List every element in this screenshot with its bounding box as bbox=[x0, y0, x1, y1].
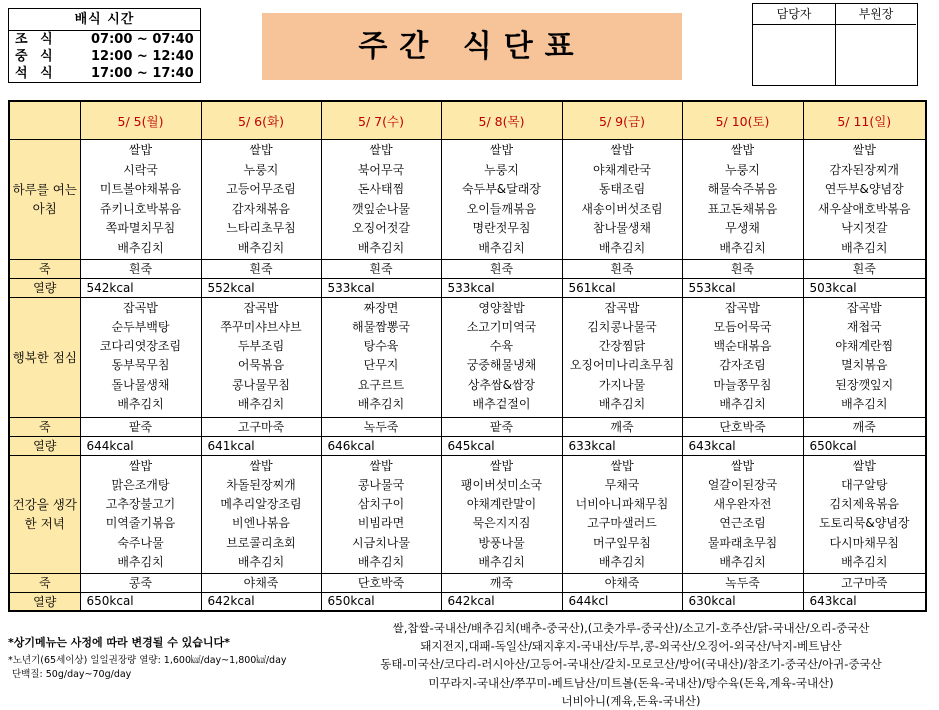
menu-item: 배추김치 bbox=[598, 555, 646, 570]
day-header-row bbox=[9, 101, 926, 140]
menu-cell bbox=[682, 455, 803, 573]
menu-cell bbox=[803, 140, 926, 260]
menu-item: 브로콜리초회 bbox=[226, 535, 296, 550]
calorie-cell: 503kcal bbox=[803, 278, 926, 297]
menu-item: 새우살애호박볶음 bbox=[817, 201, 911, 216]
porridge-label: 죽 bbox=[9, 417, 80, 436]
meal-label-lunch: 행복한 점심 bbox=[9, 297, 80, 417]
approval-label: 부원장 bbox=[836, 4, 916, 25]
menu-item: 두부조림 bbox=[237, 339, 285, 354]
porridge-cell: 깨죽 bbox=[803, 417, 926, 436]
calorie-cell: 650kcal bbox=[803, 436, 926, 455]
porridge-cell: 야채죽 bbox=[201, 573, 321, 592]
menu-item: 배추김치 bbox=[841, 555, 888, 570]
menu-cell bbox=[682, 297, 803, 417]
menu-item: 북어무국 bbox=[357, 162, 405, 177]
menu-item: 배추김치 bbox=[237, 240, 285, 255]
porridge-cell: 흰죽 bbox=[441, 259, 562, 278]
menu-item: 단무지 bbox=[363, 358, 399, 373]
menu-item: 감자된장찌개 bbox=[829, 162, 900, 177]
menu-item: 배추김치 bbox=[357, 240, 405, 255]
menu-item: 대구알탕 bbox=[841, 477, 888, 492]
menu-item: 야채계란국 bbox=[593, 162, 651, 177]
serving-time-box bbox=[8, 8, 201, 83]
porridge-label: 죽 bbox=[9, 573, 80, 592]
approval-cell-vice-director bbox=[836, 4, 916, 85]
menu-item: 명란젓무침 bbox=[472, 221, 531, 236]
calorie-cell: 533kcal bbox=[441, 278, 562, 297]
approval-box bbox=[752, 3, 918, 86]
menu-cell bbox=[80, 297, 201, 417]
porridge-cell: 야채죽 bbox=[562, 573, 682, 592]
approval-cell-manager bbox=[753, 4, 836, 85]
calorie-cell: 633kcal bbox=[562, 436, 682, 455]
porridge-cell: 깨죽 bbox=[441, 573, 562, 592]
menu-item: 배추김치 bbox=[719, 555, 766, 570]
menu-item: 비빔라면 bbox=[357, 516, 405, 531]
calorie-cell: 643kcal bbox=[803, 592, 926, 611]
menu-item: 고등어무조림 bbox=[226, 182, 296, 197]
menu-item: 동부묵무침 bbox=[111, 358, 170, 373]
calorie-cell: 645kcal bbox=[441, 436, 562, 455]
menu-cell bbox=[321, 297, 441, 417]
menu-item: 잡곡밥 bbox=[846, 300, 882, 315]
porridge-cell: 단호박죽 bbox=[321, 573, 441, 592]
menu-cell bbox=[321, 140, 441, 260]
menu-item: 묵은지지짐 bbox=[472, 516, 531, 531]
menu-item: 쌀밥 bbox=[610, 458, 634, 473]
menu-item: 쌀밥 bbox=[128, 143, 153, 157]
menu-item: 숙주나물 bbox=[117, 535, 164, 550]
porridge-row-breakfast bbox=[9, 259, 926, 278]
menu-item: 쌀밥 bbox=[730, 143, 755, 157]
menu-item: 쪽파멸치무침 bbox=[105, 221, 176, 236]
menu-item: 숙두부&달래장 bbox=[462, 182, 541, 197]
calorie-cell: 642kcal bbox=[441, 592, 562, 611]
serving-time: 17:00 ~ 17:40 bbox=[91, 66, 194, 81]
serving-label: 석 식 bbox=[15, 66, 57, 81]
menu-cell bbox=[201, 455, 321, 573]
menu-item: 연근조림 bbox=[719, 516, 766, 531]
serving-time: 07:00 ~ 07:40 bbox=[91, 32, 194, 47]
calorie-cell: 552kcal bbox=[201, 278, 321, 297]
menu-item: 오징어젓갈 bbox=[352, 221, 410, 236]
serving-row-breakfast bbox=[9, 31, 200, 48]
menu-item: 배추김치 bbox=[598, 240, 646, 255]
porridge-cell: 녹두죽 bbox=[682, 573, 803, 592]
menu-item: 메추리알장조림 bbox=[220, 497, 302, 512]
calorie-cell: 630kcal bbox=[682, 592, 803, 611]
porridge-cell: 흰죽 bbox=[321, 259, 441, 278]
menu-item: 감자채볶음 bbox=[232, 201, 290, 216]
serving-label: 조 식 bbox=[15, 32, 57, 47]
menu-item: 쌀밥 bbox=[852, 143, 876, 157]
menu-item: 백순대볶음 bbox=[713, 339, 772, 354]
menu-item: 김치제육볶음 bbox=[829, 497, 900, 512]
menu-item: 배추김치 bbox=[598, 397, 646, 412]
menu-cell bbox=[562, 140, 682, 260]
menu-item: 배추김치 bbox=[357, 397, 405, 412]
menu-cell bbox=[562, 297, 682, 417]
approval-label: 담당자 bbox=[753, 4, 835, 25]
porridge-cell: 흰죽 bbox=[803, 259, 926, 278]
origin-info bbox=[328, 619, 934, 710]
menu-item: 모듬어묵국 bbox=[713, 319, 772, 334]
calorie-cell: 644kcl bbox=[562, 592, 682, 611]
menu-cell bbox=[803, 455, 926, 573]
menu-item: 깻잎순나물 bbox=[352, 201, 410, 216]
menu-item: 잡곡밥 bbox=[123, 300, 158, 315]
menu-item: 방풍나물 bbox=[478, 535, 525, 550]
menu-item: 영양찰밥 bbox=[478, 300, 525, 315]
meal-row-lunch bbox=[9, 297, 926, 417]
menu-item: 시금치나물 bbox=[352, 535, 410, 550]
menu-item: 쌀밥 bbox=[852, 458, 876, 473]
calorie-label: 열량 bbox=[9, 278, 80, 297]
menu-item: 너비아니파채무침 bbox=[575, 497, 669, 512]
menu-item: 쌀밥 bbox=[249, 458, 273, 473]
serving-row-dinner bbox=[9, 65, 200, 82]
menu-item: 무생채 bbox=[725, 221, 760, 236]
serving-time-header: 배식 시간 bbox=[9, 9, 200, 31]
menu-item: 도토리묵&양념장 bbox=[818, 516, 910, 531]
menu-item: 어묵볶음 bbox=[237, 358, 285, 373]
menu-item: 미트볼야채볶음 bbox=[99, 182, 182, 197]
menu-item: 삼치구이 bbox=[357, 497, 405, 512]
menu-cell bbox=[321, 455, 441, 573]
calorie-cell: 643kcal bbox=[682, 436, 803, 455]
menu-item: 탕수육 bbox=[363, 339, 399, 354]
porridge-cell: 흰죽 bbox=[80, 259, 201, 278]
porridge-cell: 고구마죽 bbox=[201, 417, 321, 436]
menu-item: 물파래초무침 bbox=[707, 535, 778, 550]
menu-item: 야채계란찜 bbox=[835, 339, 894, 354]
day-header: 5/ 7(수) bbox=[321, 101, 441, 140]
calorie-row-breakfast bbox=[9, 278, 926, 297]
menu-item: 돈사태찜 bbox=[357, 182, 405, 197]
menu-item: 요구르트 bbox=[357, 377, 405, 392]
menu-item: 고추장불고기 bbox=[105, 497, 176, 512]
menu-item: 콩나물무침 bbox=[232, 377, 290, 392]
porridge-cell: 팥죽 bbox=[441, 417, 562, 436]
menu-item: 팽이버섯미소국 bbox=[460, 477, 543, 492]
menu-item: 쌀밥 bbox=[369, 143, 393, 157]
menu-item: 잡곡밥 bbox=[604, 300, 640, 315]
calorie-cell: 533kcal bbox=[321, 278, 441, 297]
porridge-row-dinner bbox=[9, 573, 926, 592]
menu-item: 쌀밥 bbox=[730, 458, 755, 473]
porridge-row-lunch bbox=[9, 417, 926, 436]
menu-item: 배추김치 bbox=[719, 240, 766, 255]
menu-item: 쌀밥 bbox=[610, 143, 634, 157]
menu-item: 돌나물생채 bbox=[111, 377, 170, 392]
menu-item: 쥬키니호박볶음 bbox=[99, 201, 182, 216]
menu-item: 된장깻잎지 bbox=[835, 377, 894, 392]
day-header: 5/ 11(일) bbox=[803, 101, 926, 140]
menu-item: 참나물생채 bbox=[593, 221, 651, 236]
menu-item: 상추쌈&쌈장 bbox=[467, 377, 536, 392]
calorie-label: 열량 bbox=[9, 436, 80, 455]
calorie-row-dinner bbox=[9, 592, 926, 611]
menu-item: 배추김치 bbox=[841, 240, 888, 255]
porridge-cell: 콩죽 bbox=[80, 573, 201, 592]
meal-row-breakfast bbox=[9, 140, 926, 260]
menu-item: 배추김치 bbox=[237, 397, 285, 412]
calorie-row-lunch bbox=[9, 436, 926, 455]
menu-item: 코다리엿장조림 bbox=[99, 339, 182, 354]
menu-item: 연두부&양념장 bbox=[824, 182, 904, 197]
day-header: 5/ 5(월) bbox=[80, 101, 201, 140]
menu-cell bbox=[201, 297, 321, 417]
menu-cell bbox=[441, 140, 562, 260]
origin-line: 미꾸라지-국내산/쭈꾸미-베트남산/미트볼(돈육-국내산)/탕수육(돈육,계육-국내산) bbox=[428, 675, 834, 690]
page-title: 주간 식단표 bbox=[262, 13, 682, 80]
menu-item: 수육 bbox=[489, 339, 514, 354]
menu-item: 배추김치 bbox=[117, 397, 164, 412]
menu-item: 미역줄기볶음 bbox=[105, 516, 176, 531]
menu-item: 배추김치 bbox=[237, 555, 285, 570]
menu-item: 배추김치 bbox=[357, 555, 405, 570]
menu-cell bbox=[201, 140, 321, 260]
menu-cell bbox=[80, 455, 201, 573]
menu-item: 누룽지 bbox=[725, 162, 760, 177]
porridge-cell: 팥죽 bbox=[80, 417, 201, 436]
menu-item: 얼갈이된장국 bbox=[707, 477, 778, 492]
porridge-cell: 깨죽 bbox=[562, 417, 682, 436]
menu-item: 콩나물국 bbox=[357, 477, 405, 492]
meal-row-dinner bbox=[9, 455, 926, 573]
meal-label-breakfast: 하루를 여는 아침 bbox=[9, 140, 80, 260]
menu-item: 시락국 bbox=[123, 162, 158, 177]
calorie-cell: 542kcal bbox=[80, 278, 201, 297]
menu-item: 다시마채무침 bbox=[829, 535, 900, 550]
menu-item: 소고기미역국 bbox=[466, 319, 537, 334]
menu-item: 느타리초무침 bbox=[226, 221, 296, 236]
calorie-cell: 641kcal bbox=[201, 436, 321, 455]
menu-item: 야채계란말이 bbox=[466, 497, 537, 512]
menu-cell bbox=[562, 455, 682, 573]
menu-item: 순두부백탕 bbox=[111, 319, 170, 334]
day-header: 5/ 9(금) bbox=[562, 101, 682, 140]
day-header: 5/ 6(화) bbox=[201, 101, 321, 140]
origin-line: 돼지전지,대패-독일산/돼지후지-국내산/두부,콩-외국산/오징어-외국산/낙지-베트남산 bbox=[420, 639, 842, 654]
porridge-cell: 흰죽 bbox=[201, 259, 321, 278]
menu-item: 낙지젓갈 bbox=[841, 221, 888, 236]
menu-item: 무채국 bbox=[604, 477, 640, 492]
menu-item: 쌀밥 bbox=[489, 458, 514, 473]
menu-item: 재첩국 bbox=[846, 319, 882, 334]
menu-item: 배추겉절이 bbox=[472, 397, 531, 412]
menu-item: 감자조림 bbox=[719, 358, 766, 373]
corner-cell bbox=[9, 101, 80, 140]
porridge-label: 죽 bbox=[9, 259, 80, 278]
menu-item: 쌀밥 bbox=[128, 458, 153, 473]
origin-line: 쌀,찹쌀-국내산/배추김치(배추-중국산),(고춧가루-중국산)/소고기-호주산/닭-국내산/오리-중국산 bbox=[392, 621, 870, 635]
menu-item: 궁중해물냉채 bbox=[466, 358, 537, 373]
menu-cell bbox=[682, 140, 803, 260]
calorie-cell: 642kcal bbox=[201, 592, 321, 611]
day-header: 5/ 10(토) bbox=[682, 101, 803, 140]
menu-item: 잡곡밥 bbox=[243, 300, 279, 315]
menu-item: 배추김치 bbox=[117, 555, 164, 570]
menu-item: 쌀밥 bbox=[369, 458, 393, 473]
porridge-cell: 흰죽 bbox=[562, 259, 682, 278]
menu-item: 새송이버섯조림 bbox=[581, 201, 663, 216]
elderly-calorie-note: *노년기(65세이상) 일일권장량 열량: 1,600㎉/day~1,800㎉/day bbox=[8, 655, 287, 666]
menu-item: 비엔나볶음 bbox=[232, 516, 290, 531]
change-notice: *상기메뉴는 사정에 따라 변경될 수 있습니다* bbox=[8, 636, 230, 649]
menu-cell bbox=[441, 297, 562, 417]
menu-item: 표고돈채볶음 bbox=[707, 201, 778, 216]
menu-item: 가지나물 bbox=[598, 377, 646, 392]
calorie-cell: 553kcal bbox=[682, 278, 803, 297]
calorie-cell: 644kcal bbox=[80, 436, 201, 455]
serving-label: 중 식 bbox=[15, 49, 57, 64]
calorie-label: 열량 bbox=[9, 592, 80, 611]
porridge-cell: 단호박죽 bbox=[682, 417, 803, 436]
menu-item: 배추김치 bbox=[841, 397, 888, 412]
menu-item: 쌀밥 bbox=[489, 143, 514, 157]
origin-line: 동태-미국산/코다리-러시아산/고등어-국내산/갈치-모로코산/방어(국내산)/참조기-중국산/아귀-중국산 bbox=[380, 657, 882, 672]
menu-item: 맑은조개탕 bbox=[111, 477, 170, 492]
porridge-cell: 고구마죽 bbox=[803, 573, 926, 592]
menu-cell bbox=[803, 297, 926, 417]
menu-item: 배추김치 bbox=[117, 240, 164, 255]
menu-item: 쌀밥 bbox=[249, 143, 273, 157]
menu-item: 동태조림 bbox=[598, 182, 646, 197]
menu-cell bbox=[80, 140, 201, 260]
weekly-menu-table bbox=[8, 100, 927, 612]
origin-line: 너비아니(계육,돈육-국내산) bbox=[561, 693, 701, 708]
calorie-cell: 561kcal bbox=[562, 278, 682, 297]
menu-item: 쭈꾸미샤브샤브 bbox=[220, 319, 302, 334]
day-header: 5/ 8(목) bbox=[441, 101, 562, 140]
porridge-cell: 흰죽 bbox=[682, 259, 803, 278]
menu-item: 간장찜닭 bbox=[598, 339, 646, 354]
menu-item: 고구마샐러드 bbox=[587, 516, 657, 531]
serving-row-lunch bbox=[9, 48, 200, 65]
porridge-cell: 녹두죽 bbox=[321, 417, 441, 436]
menu-item: 해물숙주볶음 bbox=[707, 182, 778, 197]
calorie-cell: 650kcal bbox=[80, 592, 201, 611]
calorie-cell: 646kcal bbox=[321, 436, 441, 455]
menu-item: 마늘쫑무침 bbox=[713, 377, 772, 392]
menu-item: 짜장면 bbox=[363, 300, 399, 315]
menu-item: 해물짬뽕국 bbox=[352, 319, 410, 334]
menu-item: 배추김치 bbox=[478, 240, 525, 255]
menu-item: 김치콩나물국 bbox=[587, 319, 657, 334]
menu-cell bbox=[441, 455, 562, 573]
menu-item: 누룽지 bbox=[484, 162, 519, 177]
meal-label-dinner: 건강을 생각한 저녁 bbox=[9, 455, 80, 573]
serving-time: 12:00 ~ 12:40 bbox=[91, 49, 194, 64]
menu-item: 배추김치 bbox=[719, 397, 766, 412]
menu-item: 새우완자전 bbox=[713, 497, 772, 512]
menu-item: 배추김치 bbox=[478, 555, 525, 570]
notes bbox=[8, 634, 328, 682]
menu-item: 누룽지 bbox=[243, 162, 279, 177]
menu-item: 멸치볶음 bbox=[841, 358, 888, 373]
menu-item: 잡곡밥 bbox=[725, 300, 760, 315]
menu-item: 오징어미나리초무침 bbox=[569, 358, 675, 373]
menu-item: 머구잎무침 bbox=[593, 535, 651, 550]
calorie-cell: 650kcal bbox=[321, 592, 441, 611]
menu-item: 오이들깨볶음 bbox=[466, 201, 537, 216]
menu-item: 차돌된장찌개 bbox=[226, 477, 296, 492]
protein-note: 단백질: 50g/day~70g/day bbox=[12, 669, 132, 680]
